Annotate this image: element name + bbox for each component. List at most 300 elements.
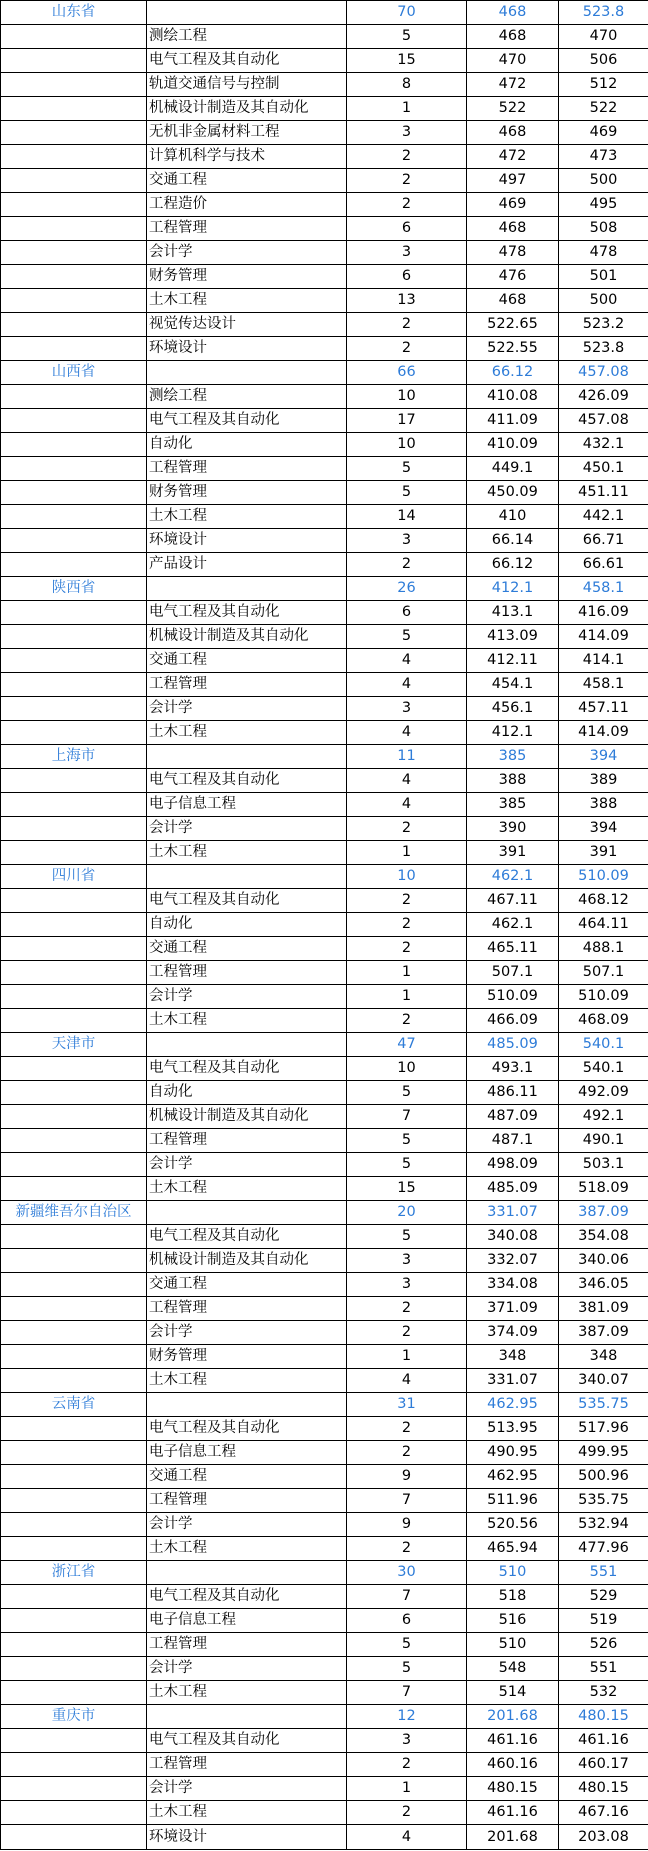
major-name: 机械设计制造及其自动化 — [147, 97, 347, 121]
province-cell-empty — [1, 1681, 147, 1705]
major-min-score: 514 — [467, 1681, 559, 1705]
major-count: 14 — [347, 505, 467, 529]
major-count: 3 — [347, 697, 467, 721]
major-max-score: 523.2 — [559, 313, 648, 337]
major-count: 10 — [347, 433, 467, 457]
province-name: 浙江省 — [1, 1561, 147, 1585]
major-count: 15 — [347, 49, 467, 73]
major-max-score: 526 — [559, 1633, 648, 1657]
province-cell-empty — [1, 817, 147, 841]
major-max-score: 346.05 — [559, 1273, 648, 1297]
major-row — [1, 889, 648, 913]
major-name: 土木工程 — [147, 505, 347, 529]
province-row — [1, 1, 648, 25]
major-count: 8 — [347, 73, 467, 97]
major-max-score: 473 — [559, 145, 648, 169]
major-max-score: 450.1 — [559, 457, 648, 481]
major-max-score: 507.1 — [559, 961, 648, 985]
province-cell-empty — [1, 25, 147, 49]
major-count: 1 — [347, 97, 467, 121]
province-cell-empty — [1, 961, 147, 985]
major-name: 自动化 — [147, 433, 347, 457]
major-name: 土木工程 — [147, 1537, 347, 1561]
province-cell-empty — [1, 1345, 147, 1369]
major-max-score: 457.11 — [559, 697, 648, 721]
province-cell-empty — [1, 289, 147, 313]
major-max-score: 492.1 — [559, 1105, 648, 1129]
major-name: 会计学 — [147, 1321, 347, 1345]
major-min-score: 413.1 — [467, 601, 559, 625]
major-name: 电子信息工程 — [147, 1609, 347, 1633]
major-count: 9 — [347, 1465, 467, 1489]
province-cell-empty — [1, 505, 147, 529]
major-row — [1, 313, 648, 337]
major-name: 电气工程及其自动化 — [147, 769, 347, 793]
major-name: 产品设计 — [147, 553, 347, 577]
major-count: 3 — [347, 121, 467, 145]
major-count: 17 — [347, 409, 467, 433]
major-row — [1, 1681, 648, 1705]
major-min-score: 385 — [467, 793, 559, 817]
major-count: 2 — [347, 1537, 467, 1561]
major-row — [1, 505, 648, 529]
province-cell-empty — [1, 1081, 147, 1105]
major-min-score: 412.1 — [467, 721, 559, 745]
province-cell-empty — [1, 385, 147, 409]
major-name: 电气工程及其自动化 — [147, 889, 347, 913]
major-row — [1, 817, 648, 841]
major-min-score: 516 — [467, 1609, 559, 1633]
major-row — [1, 385, 648, 409]
major-min-score: 468 — [467, 121, 559, 145]
province-cell-empty — [1, 1225, 147, 1249]
major-min-score: 332.07 — [467, 1249, 559, 1273]
major-count: 5 — [347, 1225, 467, 1249]
province-cell-empty — [1, 1465, 147, 1489]
major-name: 会计学 — [147, 817, 347, 841]
major-count: 2 — [347, 817, 467, 841]
major-max-score: 512 — [559, 73, 648, 97]
major-min-score: 66.14 — [467, 529, 559, 553]
major-count: 5 — [347, 625, 467, 649]
major-min-score: 466.09 — [467, 1009, 559, 1033]
major-cell-empty — [147, 1705, 347, 1729]
major-row — [1, 1753, 648, 1777]
major-name: 会计学 — [147, 241, 347, 265]
major-name: 电气工程及其自动化 — [147, 1729, 347, 1753]
province-min-score: 485.09 — [467, 1033, 559, 1057]
major-min-score: 340.08 — [467, 1225, 559, 1249]
major-count: 6 — [347, 265, 467, 289]
major-name: 工程管理 — [147, 217, 347, 241]
major-cell-empty — [147, 1561, 347, 1585]
major-name: 交通工程 — [147, 1273, 347, 1297]
major-name: 计算机科学与技术 — [147, 145, 347, 169]
major-count: 5 — [347, 1657, 467, 1681]
province-cell-empty — [1, 1321, 147, 1345]
major-row — [1, 73, 648, 97]
major-min-score: 465.11 — [467, 937, 559, 961]
major-min-score: 513.95 — [467, 1417, 559, 1441]
major-max-score: 66.61 — [559, 553, 648, 577]
province-cell-empty — [1, 1249, 147, 1273]
major-name: 电气工程及其自动化 — [147, 601, 347, 625]
major-row — [1, 1081, 648, 1105]
major-row — [1, 1465, 648, 1489]
major-max-score: 414.09 — [559, 625, 648, 649]
major-name: 轨道交通信号与控制 — [147, 73, 347, 97]
major-count: 2 — [347, 169, 467, 193]
major-row — [1, 1633, 648, 1657]
major-name: 财务管理 — [147, 481, 347, 505]
province-cell-empty — [1, 1441, 147, 1465]
province-cell-empty — [1, 793, 147, 817]
province-name: 山西省 — [1, 361, 147, 385]
major-row — [1, 169, 648, 193]
major-min-score: 520.56 — [467, 1513, 559, 1537]
province-max-score: 540.1 — [559, 1033, 648, 1057]
major-row — [1, 529, 648, 553]
province-cell-empty — [1, 985, 147, 1009]
major-name: 无机非金属材料工程 — [147, 121, 347, 145]
province-cell-empty — [1, 553, 147, 577]
province-count: 10 — [347, 865, 467, 889]
province-min-score: 201.68 — [467, 1705, 559, 1729]
major-row — [1, 217, 648, 241]
province-name: 新疆维吾尔自治区 — [1, 1201, 147, 1225]
major-max-score: 522 — [559, 97, 648, 121]
province-cell-empty — [1, 457, 147, 481]
major-count: 4 — [347, 769, 467, 793]
province-cell-empty — [1, 697, 147, 721]
major-min-score: 469 — [467, 193, 559, 217]
major-count: 2 — [347, 1321, 467, 1345]
major-min-score: 548 — [467, 1657, 559, 1681]
major-min-score: 468 — [467, 217, 559, 241]
major-max-score: 478 — [559, 241, 648, 265]
major-cell-empty — [147, 1033, 347, 1057]
major-name: 土木工程 — [147, 1177, 347, 1201]
major-min-score: 510.09 — [467, 985, 559, 1009]
major-max-score: 477.96 — [559, 1537, 648, 1561]
major-max-score: 388 — [559, 793, 648, 817]
major-min-score: 412.11 — [467, 649, 559, 673]
major-min-score: 413.09 — [467, 625, 559, 649]
major-min-score: 390 — [467, 817, 559, 841]
major-row — [1, 1345, 648, 1369]
major-cell-empty — [147, 1, 347, 25]
major-name: 交通工程 — [147, 649, 347, 673]
major-count: 2 — [347, 1297, 467, 1321]
major-min-score: 480.15 — [467, 1777, 559, 1801]
major-name: 财务管理 — [147, 1345, 347, 1369]
major-name: 电气工程及其自动化 — [147, 409, 347, 433]
major-max-score: 508 — [559, 217, 648, 241]
major-min-score: 461.16 — [467, 1801, 559, 1825]
major-row — [1, 97, 648, 121]
major-max-score: 387.09 — [559, 1321, 648, 1345]
major-name: 土木工程 — [147, 1369, 347, 1393]
major-max-score: 432.1 — [559, 433, 648, 457]
major-max-score: 517.96 — [559, 1417, 648, 1441]
major-count: 4 — [347, 673, 467, 697]
province-row — [1, 745, 648, 769]
major-count: 2 — [347, 145, 467, 169]
major-max-score: 451.11 — [559, 481, 648, 505]
province-cell-empty — [1, 169, 147, 193]
major-min-score: 462.95 — [467, 1465, 559, 1489]
province-name: 重庆市 — [1, 1705, 147, 1729]
province-cell-empty — [1, 145, 147, 169]
major-name: 工程管理 — [147, 457, 347, 481]
province-cell-empty — [1, 1753, 147, 1777]
province-count: 30 — [347, 1561, 467, 1585]
province-name: 山东省 — [1, 1, 147, 25]
major-count: 5 — [347, 1129, 467, 1153]
major-min-score: 522 — [467, 97, 559, 121]
major-name: 测绘工程 — [147, 385, 347, 409]
major-name: 会计学 — [147, 1513, 347, 1537]
major-max-score: 551 — [559, 1657, 648, 1681]
major-name: 会计学 — [147, 1153, 347, 1177]
major-name: 机械设计制造及其自动化 — [147, 1105, 347, 1129]
major-row — [1, 337, 648, 361]
province-cell-empty — [1, 1657, 147, 1681]
major-row — [1, 25, 648, 49]
major-count: 7 — [347, 1681, 467, 1705]
province-cell-empty — [1, 73, 147, 97]
major-row — [1, 1273, 648, 1297]
major-count: 4 — [347, 649, 467, 673]
major-name: 自动化 — [147, 913, 347, 937]
province-cell-empty — [1, 1153, 147, 1177]
major-name: 环境设计 — [147, 529, 347, 553]
major-max-score: 510.09 — [559, 985, 648, 1009]
major-name: 电气工程及其自动化 — [147, 1585, 347, 1609]
major-row — [1, 1441, 648, 1465]
major-min-score: 472 — [467, 145, 559, 169]
major-row — [1, 1009, 648, 1033]
province-max-score: 535.75 — [559, 1393, 648, 1417]
major-count: 3 — [347, 241, 467, 265]
major-max-score: 414.1 — [559, 649, 648, 673]
province-min-score: 462.1 — [467, 865, 559, 889]
major-row — [1, 193, 648, 217]
major-count: 2 — [347, 913, 467, 937]
major-min-score: 66.12 — [467, 553, 559, 577]
major-max-score: 523.8 — [559, 337, 648, 361]
major-min-score: 468 — [467, 25, 559, 49]
province-cell-empty — [1, 1177, 147, 1201]
province-cell-empty — [1, 1273, 147, 1297]
major-min-score: 461.16 — [467, 1729, 559, 1753]
province-cell-empty — [1, 1585, 147, 1609]
province-cell-empty — [1, 337, 147, 361]
major-max-score: 457.08 — [559, 409, 648, 433]
major-name: 测绘工程 — [147, 25, 347, 49]
province-name: 天津市 — [1, 1033, 147, 1057]
province-max-score: 551 — [559, 1561, 648, 1585]
major-max-score: 503.1 — [559, 1153, 648, 1177]
major-cell-empty — [147, 577, 347, 601]
major-min-score: 478 — [467, 241, 559, 265]
province-max-score: 457.08 — [559, 361, 648, 385]
major-row — [1, 1513, 648, 1537]
major-row — [1, 1297, 648, 1321]
major-min-score: 449.1 — [467, 457, 559, 481]
major-row — [1, 241, 648, 265]
major-count: 2 — [347, 1417, 467, 1441]
province-row — [1, 577, 648, 601]
province-cell-empty — [1, 937, 147, 961]
major-count: 1 — [347, 985, 467, 1009]
major-row — [1, 481, 648, 505]
major-max-score: 529 — [559, 1585, 648, 1609]
major-count: 10 — [347, 1057, 467, 1081]
major-name: 交通工程 — [147, 169, 347, 193]
major-row — [1, 1801, 648, 1825]
major-max-score: 540.1 — [559, 1057, 648, 1081]
major-count: 2 — [347, 337, 467, 361]
major-max-score: 340.07 — [559, 1369, 648, 1393]
major-row — [1, 1321, 648, 1345]
major-row — [1, 697, 648, 721]
major-name: 土木工程 — [147, 1009, 347, 1033]
province-row — [1, 1393, 648, 1417]
major-min-score: 371.09 — [467, 1297, 559, 1321]
major-max-score: 488.1 — [559, 937, 648, 961]
major-row — [1, 673, 648, 697]
major-row — [1, 1057, 648, 1081]
province-cell-empty — [1, 769, 147, 793]
province-name: 云南省 — [1, 1393, 147, 1417]
major-row — [1, 1489, 648, 1513]
major-count: 1 — [347, 961, 467, 985]
major-max-score: 480.15 — [559, 1777, 648, 1801]
province-cell-empty — [1, 1801, 147, 1825]
major-row — [1, 1105, 648, 1129]
major-count: 4 — [347, 721, 467, 745]
major-max-score: 426.09 — [559, 385, 648, 409]
major-name: 交通工程 — [147, 1465, 347, 1489]
major-count: 13 — [347, 289, 467, 313]
major-row — [1, 937, 648, 961]
major-max-score: 500 — [559, 289, 648, 313]
major-count: 4 — [347, 793, 467, 817]
major-name: 交通工程 — [147, 937, 347, 961]
province-cell-empty — [1, 1369, 147, 1393]
major-row — [1, 49, 648, 73]
province-count: 20 — [347, 1201, 467, 1225]
major-min-score: 410.09 — [467, 433, 559, 457]
major-count: 5 — [347, 1081, 467, 1105]
major-max-score: 389 — [559, 769, 648, 793]
major-row — [1, 1777, 648, 1801]
major-max-score: 458.1 — [559, 673, 648, 697]
province-count: 12 — [347, 1705, 467, 1729]
major-count: 5 — [347, 481, 467, 505]
major-min-score: 331.07 — [467, 1369, 559, 1393]
major-row — [1, 721, 648, 745]
major-count: 1 — [347, 1777, 467, 1801]
province-min-score: 331.07 — [467, 1201, 559, 1225]
major-count: 2 — [347, 937, 467, 961]
major-min-score: 490.95 — [467, 1441, 559, 1465]
major-min-score: 468 — [467, 289, 559, 313]
major-row — [1, 793, 648, 817]
major-row — [1, 841, 648, 865]
major-min-score: 487.1 — [467, 1129, 559, 1153]
major-max-score: 394 — [559, 817, 648, 841]
province-cell-empty — [1, 1609, 147, 1633]
major-name: 电气工程及其自动化 — [147, 1057, 347, 1081]
major-max-score: 492.09 — [559, 1081, 648, 1105]
major-row — [1, 1417, 648, 1441]
major-name: 电子信息工程 — [147, 793, 347, 817]
major-row — [1, 649, 648, 673]
major-min-score: 460.16 — [467, 1753, 559, 1777]
major-count: 7 — [347, 1105, 467, 1129]
major-name: 自动化 — [147, 1081, 347, 1105]
major-count: 1 — [347, 841, 467, 865]
major-count: 2 — [347, 1441, 467, 1465]
province-count: 26 — [347, 577, 467, 601]
major-min-score: 348 — [467, 1345, 559, 1369]
province-cell-empty — [1, 217, 147, 241]
major-row — [1, 409, 648, 433]
major-min-score: 450.09 — [467, 481, 559, 505]
major-min-score: 462.1 — [467, 913, 559, 937]
major-count: 4 — [347, 1369, 467, 1393]
province-row — [1, 865, 648, 889]
major-min-score: 476 — [467, 265, 559, 289]
major-min-score: 388 — [467, 769, 559, 793]
major-row — [1, 145, 648, 169]
major-max-score: 501 — [559, 265, 648, 289]
major-name: 电气工程及其自动化 — [147, 1417, 347, 1441]
major-max-score: 506 — [559, 49, 648, 73]
province-cell-empty — [1, 1777, 147, 1801]
major-max-score: 416.09 — [559, 601, 648, 625]
major-min-score: 467.11 — [467, 889, 559, 913]
major-count: 3 — [347, 529, 467, 553]
major-row — [1, 1585, 648, 1609]
province-cell-empty — [1, 1105, 147, 1129]
major-count: 2 — [347, 1753, 467, 1777]
province-min-score: 412.1 — [467, 577, 559, 601]
major-row — [1, 1153, 648, 1177]
major-min-score: 472 — [467, 73, 559, 97]
major-min-score: 518 — [467, 1585, 559, 1609]
province-cell-empty — [1, 193, 147, 217]
province-row — [1, 361, 648, 385]
province-cell-empty — [1, 1729, 147, 1753]
major-max-score: 532.94 — [559, 1513, 648, 1537]
province-cell-empty — [1, 97, 147, 121]
major-count: 2 — [347, 1801, 467, 1825]
major-max-score: 460.17 — [559, 1753, 648, 1777]
province-count: 47 — [347, 1033, 467, 1057]
major-max-score: 354.08 — [559, 1225, 648, 1249]
major-row — [1, 289, 648, 313]
major-min-score: 456.1 — [467, 697, 559, 721]
major-name: 电子信息工程 — [147, 1441, 347, 1465]
major-row — [1, 1249, 648, 1273]
major-name: 机械设计制造及其自动化 — [147, 625, 347, 649]
major-max-score: 499.95 — [559, 1441, 648, 1465]
major-row — [1, 457, 648, 481]
major-count: 10 — [347, 385, 467, 409]
